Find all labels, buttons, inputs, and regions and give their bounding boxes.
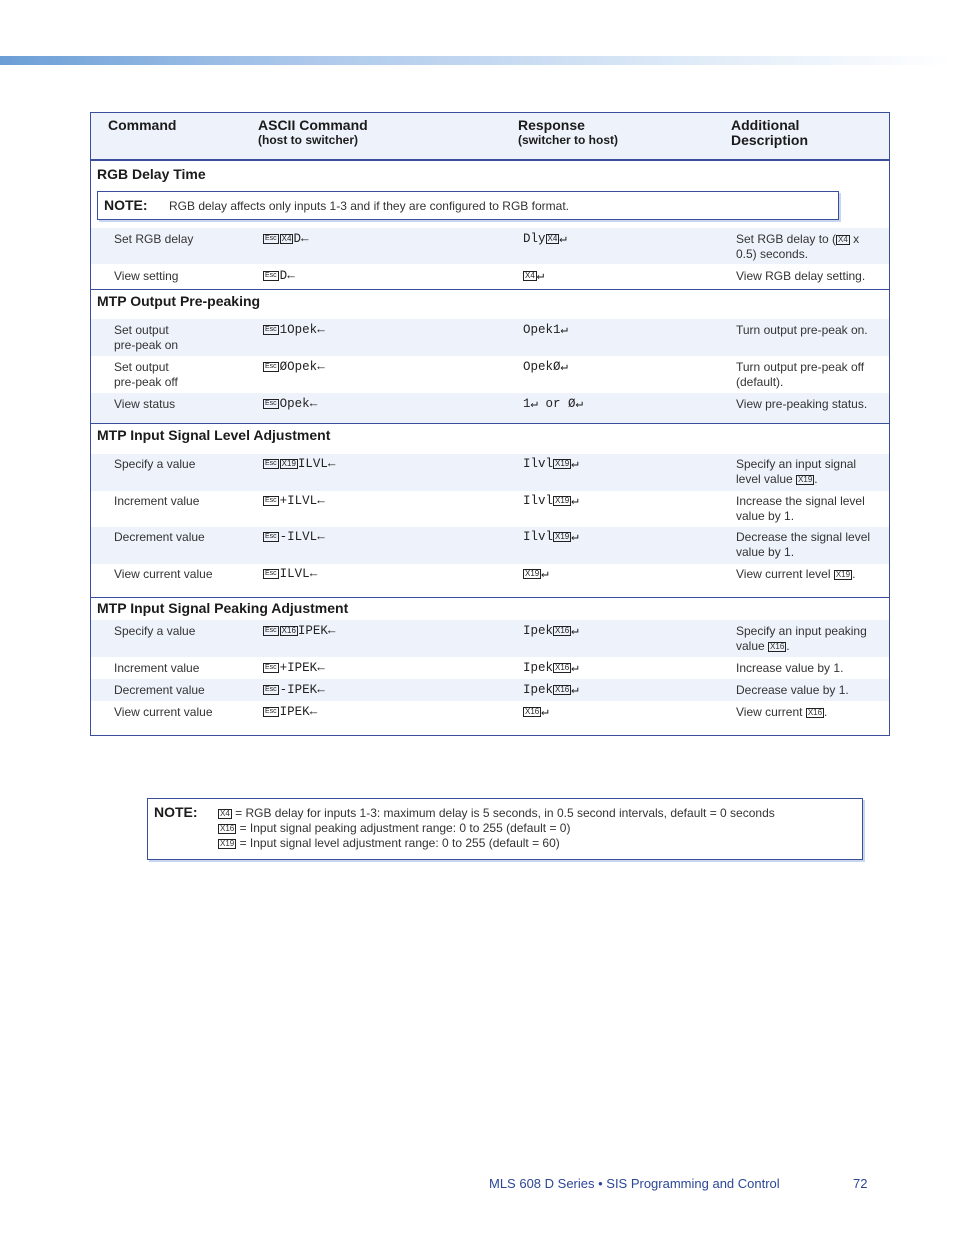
description-cell: Turn output pre-peak on. bbox=[736, 323, 868, 337]
x16-variable: X16 bbox=[555, 684, 570, 694]
response-text: Ilvl bbox=[523, 457, 554, 471]
description-text: Increase the signal level bbox=[736, 494, 865, 508]
table-row bbox=[91, 356, 889, 393]
esc-key-icon: Esc bbox=[265, 569, 277, 577]
note-line-x16 bbox=[218, 821, 570, 836]
response-cell bbox=[523, 683, 579, 698]
command-cell: Increment value bbox=[114, 494, 200, 508]
header-response-sub: (switcher to host) bbox=[518, 133, 619, 147]
table-row bbox=[91, 393, 889, 423]
command-cell: View status bbox=[114, 397, 176, 411]
note-line-x19 bbox=[218, 836, 560, 851]
description-cell bbox=[736, 360, 884, 390]
note-text: = Input signal peaking adjustment range: 0 to 255 (default = 0) bbox=[236, 821, 571, 835]
enter-icon: ↵ bbox=[541, 705, 549, 719]
left-arrow-icon: ← bbox=[327, 624, 336, 638]
enter-icon: ↵ bbox=[571, 683, 579, 697]
enter-icon: ↵ bbox=[536, 269, 545, 283]
note-text: = Input signal level adjustment range: 0 to 255 (default = 60) bbox=[236, 836, 560, 850]
description-cell bbox=[736, 567, 884, 582]
x19-variable: X19 bbox=[555, 495, 570, 505]
section-title-rgb-delay: RGB Delay Time bbox=[97, 166, 206, 182]
x19-variable: X19 bbox=[555, 531, 570, 541]
ascii-text: 1Opek bbox=[279, 323, 318, 337]
description-cell bbox=[736, 624, 884, 654]
command-text: pre-peak off bbox=[114, 375, 178, 389]
ascii-cell bbox=[263, 530, 325, 545]
enter-icon: ↵ bbox=[571, 494, 579, 508]
ascii-text: IPEK bbox=[279, 705, 310, 719]
response-text: Ipek bbox=[523, 624, 554, 638]
left-arrow-icon: ← bbox=[300, 232, 309, 246]
header-ascii bbox=[258, 118, 368, 148]
x16-variable: X16 bbox=[807, 707, 823, 717]
description-text: Decrease the signal level bbox=[736, 530, 871, 544]
left-arrow-icon: ← bbox=[317, 661, 325, 675]
response-cell bbox=[523, 624, 579, 639]
left-arrow-icon: ← bbox=[317, 494, 325, 508]
table-row bbox=[91, 491, 889, 527]
x16-variable: X16 bbox=[555, 625, 570, 635]
left-arrow-icon: ← bbox=[309, 397, 318, 411]
response-text: OpekØ bbox=[523, 360, 561, 374]
enter-icon: ↵ bbox=[560, 360, 569, 374]
header-response-label: Response bbox=[518, 117, 585, 133]
command-cell: View setting bbox=[114, 269, 179, 283]
response-cell bbox=[523, 360, 568, 375]
x4-variable: X4 bbox=[220, 808, 230, 818]
response-text: 1 bbox=[523, 397, 531, 411]
x19-variable: X19 bbox=[220, 838, 235, 848]
description-text: View current level bbox=[736, 567, 834, 581]
command-text: Set output bbox=[114, 360, 169, 374]
response-text: Ilvl bbox=[523, 494, 554, 508]
x16-variable: X16 bbox=[281, 625, 296, 635]
table-row bbox=[91, 564, 889, 597]
left-arrow-icon: ← bbox=[317, 323, 325, 337]
description-cell: Increase value by 1. bbox=[736, 661, 844, 675]
description-text: value by 1. bbox=[736, 509, 795, 523]
x19-variable: X19 bbox=[835, 569, 851, 579]
ascii-text: ILVL bbox=[279, 567, 310, 581]
ascii-cell bbox=[263, 624, 335, 639]
description-text: x bbox=[849, 232, 860, 246]
x4-variable: X4 bbox=[281, 233, 292, 243]
command-cell bbox=[114, 323, 178, 353]
enter-icon: ↵ bbox=[575, 397, 584, 411]
ascii-cell bbox=[263, 661, 325, 676]
esc-key-icon: Esc bbox=[265, 234, 277, 242]
table-row bbox=[91, 657, 889, 679]
response-cell bbox=[523, 269, 544, 284]
esc-key-icon: Esc bbox=[265, 325, 277, 333]
ascii-cell bbox=[263, 705, 317, 720]
x16-variable: X16 bbox=[555, 662, 570, 672]
description-text: Turn output pre-peak off bbox=[736, 360, 865, 374]
ascii-cell bbox=[263, 323, 325, 338]
ascii-text: Opek bbox=[279, 397, 310, 411]
response-cell bbox=[523, 705, 549, 720]
bottom-note-box bbox=[147, 798, 863, 860]
header-ascii-label: ASCII Command bbox=[258, 117, 368, 133]
left-arrow-icon: ← bbox=[287, 269, 295, 283]
description-text: 0.5) seconds. bbox=[736, 247, 809, 261]
x16-variable: X16 bbox=[525, 706, 540, 716]
ascii-text: -IPEK bbox=[279, 683, 318, 697]
response-cell bbox=[523, 397, 583, 412]
description-text: value by 1. bbox=[736, 545, 795, 559]
description-cell: Decrease value by 1. bbox=[736, 683, 849, 697]
left-arrow-icon: ← bbox=[309, 567, 318, 581]
response-cell bbox=[523, 457, 579, 472]
header-description-line2: Description bbox=[731, 132, 809, 148]
rgb-note-box bbox=[97, 191, 839, 220]
ascii-text: +IPEK bbox=[279, 661, 318, 675]
esc-key-icon: Esc bbox=[265, 362, 277, 370]
response-cell bbox=[523, 232, 567, 247]
header-response bbox=[518, 118, 618, 148]
description-cell bbox=[736, 494, 884, 524]
command-cell: View current value bbox=[114, 705, 213, 719]
table-row bbox=[91, 228, 889, 264]
page-number: 72 bbox=[853, 1176, 868, 1191]
x16-variable: X16 bbox=[220, 823, 235, 833]
esc-key-icon: Esc bbox=[265, 399, 277, 407]
ascii-text: ØOpek bbox=[279, 360, 318, 374]
description-text: (default). bbox=[736, 375, 784, 389]
left-arrow-icon: ← bbox=[327, 457, 336, 471]
table-row bbox=[91, 620, 889, 657]
header-command: Command bbox=[108, 117, 177, 133]
command-cell: Decrement value bbox=[114, 530, 205, 544]
enter-icon: ↵ bbox=[571, 661, 579, 675]
esc-key-icon: Esc bbox=[265, 685, 277, 693]
table-row bbox=[91, 319, 889, 356]
command-cell: Specify a value bbox=[114, 624, 196, 638]
section-title-pre-peaking: MTP Output Pre-peaking bbox=[97, 293, 261, 309]
command-table bbox=[90, 112, 890, 736]
description-cell bbox=[736, 530, 884, 560]
x4-variable: X4 bbox=[547, 233, 558, 243]
description-cell: View pre-peaking status. bbox=[736, 397, 868, 411]
note-label: NOTE: bbox=[104, 197, 148, 213]
table-row bbox=[91, 679, 889, 701]
response-text: Ilvl bbox=[523, 530, 554, 544]
command-cell: Increment value bbox=[114, 661, 200, 675]
response-cell bbox=[523, 323, 568, 338]
ascii-cell bbox=[263, 397, 317, 412]
description-text: Set RGB delay to ( bbox=[736, 232, 837, 246]
section-divider bbox=[91, 289, 889, 290]
esc-key-icon: Esc bbox=[265, 271, 277, 279]
period-text: . bbox=[852, 567, 856, 581]
ascii-cell bbox=[263, 269, 295, 284]
enter-icon: ↵ bbox=[530, 397, 539, 411]
ascii-text: D bbox=[279, 269, 288, 283]
table-header bbox=[91, 113, 889, 160]
footer-title: MLS 608 D Series • SIS Programming and Control bbox=[489, 1176, 780, 1191]
esc-key-icon: Esc bbox=[265, 663, 277, 671]
left-arrow-icon: ← bbox=[309, 705, 318, 719]
note-text: RGB delay affects only inputs 1-3 and if they are configured to RGB format. bbox=[169, 199, 569, 213]
ascii-cell bbox=[263, 457, 335, 472]
enter-icon: ↵ bbox=[571, 530, 579, 544]
section-divider bbox=[91, 160, 889, 161]
x4-variable: X4 bbox=[525, 270, 535, 280]
description-cell bbox=[736, 232, 884, 262]
period-text: . bbox=[814, 472, 818, 486]
ascii-cell bbox=[263, 683, 325, 698]
esc-key-icon: Esc bbox=[265, 626, 277, 634]
description-text: level value bbox=[736, 472, 797, 486]
top-accent-bar bbox=[0, 56, 954, 65]
description-text: value bbox=[736, 639, 769, 653]
left-arrow-icon: ← bbox=[317, 683, 325, 697]
ascii-text: D bbox=[293, 232, 301, 246]
command-cell: Set RGB delay bbox=[114, 232, 194, 246]
x4-variable: X4 bbox=[838, 234, 848, 244]
x16-variable: X16 bbox=[770, 641, 785, 651]
command-cell: View current value bbox=[114, 567, 213, 581]
response-text: Opek1 bbox=[523, 323, 561, 337]
enter-icon: ↵ bbox=[571, 457, 579, 471]
header-ascii-sub: (host to switcher) bbox=[258, 133, 359, 147]
left-arrow-icon: ← bbox=[317, 360, 325, 374]
response-cell bbox=[523, 494, 579, 509]
command-text: Set output bbox=[114, 323, 169, 337]
response-text: Dly bbox=[523, 232, 546, 246]
x19-variable: X19 bbox=[281, 458, 296, 468]
x19-variable: X19 bbox=[525, 568, 540, 578]
description-text: Specify an input signal bbox=[736, 457, 857, 471]
section-title-signal-peaking: MTP Input Signal Peaking Adjustment bbox=[97, 600, 349, 616]
command-cell: Specify a value bbox=[114, 457, 196, 471]
table-row bbox=[91, 264, 889, 289]
enter-icon: ↵ bbox=[560, 323, 569, 337]
response-cell bbox=[523, 661, 579, 676]
description-text: Specify an input peaking bbox=[736, 624, 867, 638]
description-text: View current bbox=[736, 705, 806, 719]
esc-key-icon: Esc bbox=[265, 532, 277, 540]
enter-icon: ↵ bbox=[541, 567, 549, 581]
header-description bbox=[731, 118, 808, 148]
table-row bbox=[91, 701, 889, 735]
x19-variable: X19 bbox=[555, 458, 570, 468]
ascii-cell bbox=[263, 360, 325, 375]
description-cell bbox=[736, 705, 884, 720]
ascii-text: -ILVL bbox=[279, 530, 318, 544]
ascii-text: +ILVL bbox=[279, 494, 318, 508]
response-text: Ipek bbox=[523, 661, 554, 675]
esc-key-icon: Esc bbox=[265, 496, 277, 504]
x19-variable: X19 bbox=[798, 474, 813, 484]
ascii-cell bbox=[263, 232, 309, 247]
esc-key-icon: Esc bbox=[265, 459, 277, 467]
ascii-cell bbox=[263, 567, 317, 582]
description-cell: View RGB delay setting. bbox=[736, 269, 866, 283]
description-cell bbox=[736, 457, 884, 487]
note-label: NOTE: bbox=[154, 804, 198, 820]
section-title-signal-level: MTP Input Signal Level Adjustment bbox=[97, 427, 331, 443]
command-cell bbox=[114, 360, 178, 390]
period-text: . bbox=[824, 705, 828, 719]
section-divider bbox=[91, 597, 889, 598]
ascii-text: IPEK bbox=[297, 624, 328, 638]
enter-icon: ↵ bbox=[571, 624, 579, 638]
table-row bbox=[91, 454, 889, 491]
command-text: pre-peak on bbox=[114, 338, 179, 352]
ascii-text: ILVL bbox=[297, 457, 328, 471]
response-cell bbox=[523, 530, 579, 545]
response-text: Ipek bbox=[523, 683, 554, 697]
header-description-line1: Additional bbox=[731, 117, 800, 133]
note-line-x4 bbox=[218, 806, 775, 821]
response-text: or Ø bbox=[538, 397, 576, 411]
period-text: . bbox=[786, 639, 790, 653]
section-divider bbox=[91, 423, 889, 424]
ascii-cell bbox=[263, 494, 325, 509]
enter-icon: ↵ bbox=[559, 232, 567, 246]
note-text: = RGB delay for inputs 1-3: maximum delay is 5 seconds, in 0.5 second intervals, default = 0 seconds bbox=[231, 806, 775, 820]
command-cell: Decrement value bbox=[114, 683, 205, 697]
response-cell bbox=[523, 567, 549, 582]
esc-key-icon: Esc bbox=[265, 707, 277, 715]
table-row bbox=[91, 527, 889, 564]
left-arrow-icon: ← bbox=[317, 530, 325, 544]
